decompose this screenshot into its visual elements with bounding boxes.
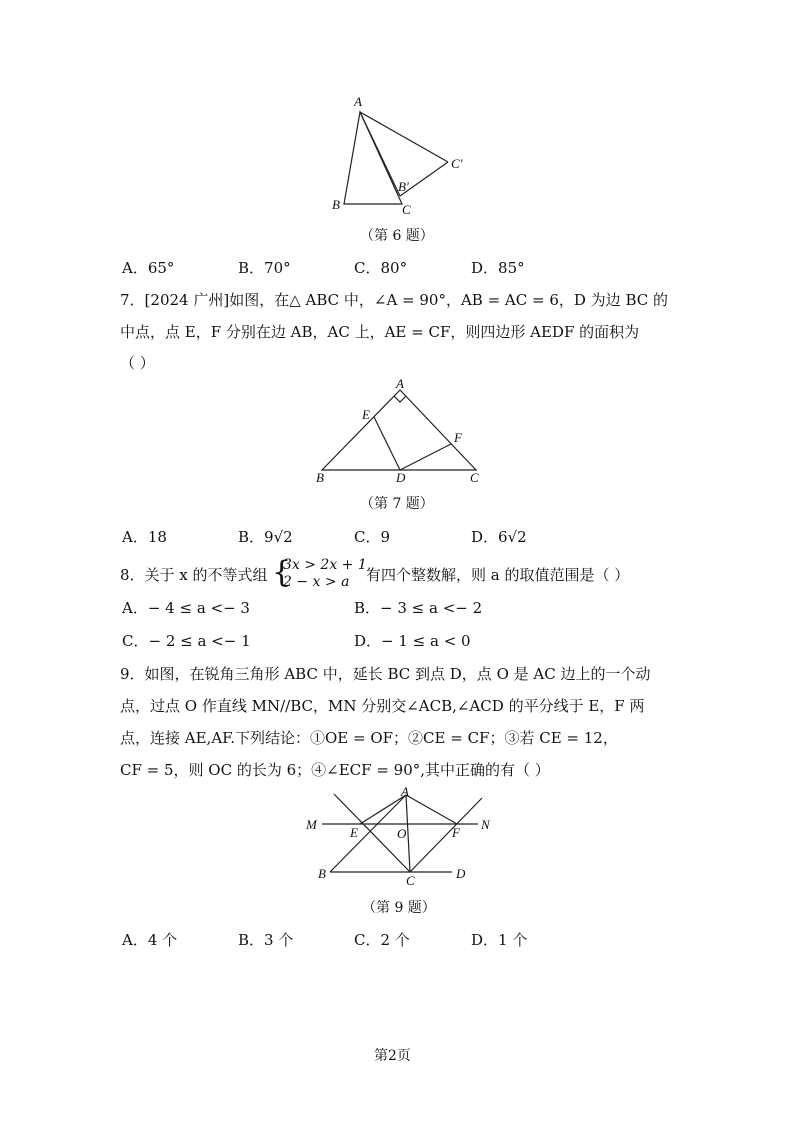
figure-q9 — [300, 784, 500, 894]
label-n: N — [481, 817, 490, 832]
q7-stem-line1: 7．[2024 广州]如图，在△ ABC 中，∠A = 90°，AB = AC = 6，D 为边 BC 的 — [120, 291, 668, 309]
label-e: E — [350, 825, 358, 840]
label-e: E — [362, 407, 370, 422]
q8-system-line1: 3x > 2x + 1, — [283, 557, 372, 573]
label-b: B — [318, 866, 326, 881]
q6-option-d: D．85° — [471, 259, 525, 277]
label-a: A — [401, 784, 409, 799]
label-m: M — [306, 817, 317, 832]
label-d: D — [456, 866, 466, 881]
q8-option-a: A．− 4 ≤ a <− 3 — [122, 599, 250, 617]
q9-stem-line2: 点，过点 O 作直线 MN//BC，MN 分别交∠ACB,∠ACD 的平分线于 E，F 两 — [120, 697, 645, 715]
q8-system-line2: 2 − x > a — [283, 574, 350, 590]
label-c: C — [402, 202, 411, 217]
segment-ab-prime — [360, 112, 400, 196]
segment-ac — [406, 795, 410, 872]
q9-option-b: B．3 个 — [238, 931, 294, 949]
label-a: A — [396, 378, 404, 391]
q9-stem-line3: 点，连接 AE,AF.下列结论：①OE = OF；②CE = CF；③若 CE = 12， — [120, 729, 618, 747]
figure-q7 — [310, 378, 490, 488]
q9-stem-line1: 9．如图，在锐角三角形 ABC 中，延长 BC 到点 D，点 O 是 AC 边上的一个动 — [120, 665, 651, 683]
q7-option-b: B．9√2 — [238, 528, 293, 546]
q7-stem-line2: 中点，点 E，F 分别在边 AB，AC 上，AE = CF，则四边形 AEDF 的面积为 — [120, 323, 640, 341]
q9-option-c: C．2 个 — [354, 931, 410, 949]
segment-ed — [374, 417, 400, 470]
bisector-cf — [410, 798, 482, 872]
q7-option-a: A．18 — [122, 528, 167, 546]
q9-option-d: D．1 个 — [471, 931, 528, 949]
q8-brace: { — [272, 555, 292, 590]
label-b-prime: B′ — [398, 179, 409, 194]
page-number: 第2页 — [374, 1048, 411, 1064]
q6-option-c: C．80° — [354, 259, 408, 277]
label-f: F — [454, 430, 462, 445]
q6-option-b: B．70° — [238, 259, 291, 277]
segment-af — [406, 795, 457, 824]
triangle-abc — [322, 390, 476, 470]
label-f: F — [452, 825, 460, 840]
figure-q6 — [320, 88, 480, 218]
label-d: D — [396, 470, 406, 485]
q9-option-a: A．4 个 — [122, 931, 178, 949]
q7-option-d: D．6√2 — [471, 528, 527, 546]
segment-ac-prime — [360, 112, 448, 162]
segment-ab — [330, 795, 406, 872]
q8-stem-prefix: 8．关于 x 的不等式组 — [120, 566, 268, 584]
caption-q7: （第 7 题） — [360, 496, 434, 512]
caption-q6: （第 6 题） — [360, 228, 434, 244]
q8-option-c: C．− 2 ≤ a <− 1 — [122, 632, 251, 650]
label-b: B — [316, 470, 324, 485]
label-a: A — [354, 94, 362, 109]
q8-option-d: D．− 1 ≤ a < 0 — [354, 632, 471, 650]
q6-option-a: A．65° — [122, 259, 175, 277]
label-o: O — [397, 826, 407, 841]
q7-stem-line3: （ ） — [120, 354, 155, 372]
q8-stem-suffix: 有四个整数解，则 a 的取值范围是（ ） — [366, 566, 630, 584]
label-b: B — [332, 197, 340, 212]
label-c-prime: C′ — [451, 156, 463, 171]
caption-q9: （第 9 题） — [362, 900, 436, 916]
q7-option-c: C．9 — [354, 528, 391, 546]
q8-option-b: B．− 3 ≤ a <− 2 — [354, 599, 483, 617]
segment-ae — [360, 795, 406, 824]
right-angle-mark — [394, 396, 406, 402]
label-c: C — [406, 873, 415, 888]
label-c: C — [470, 470, 479, 485]
triangle-abc — [344, 112, 402, 204]
q9-stem-line4: CF = 5，则 OC 的长为 6；④∠ECF = 90°,其中正确的有（ ） — [120, 761, 550, 779]
segment-df — [400, 444, 451, 470]
